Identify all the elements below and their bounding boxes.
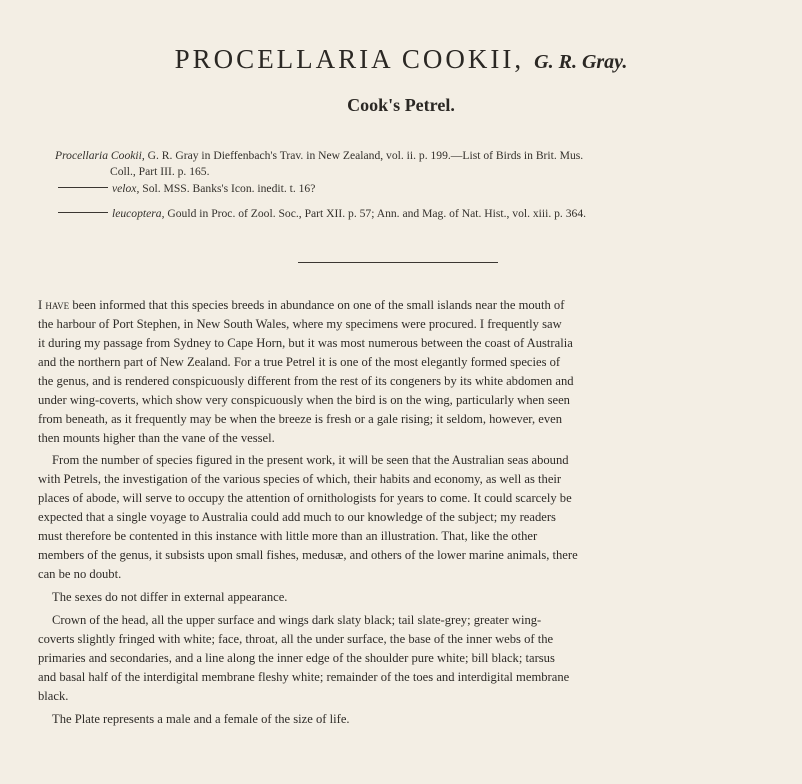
paragraph-1-line: the genus, and is rendered conspicuously different from the rest of its congeners by its white abdomen and — [38, 374, 574, 388]
paragraph-1-line: then mounts higher than the vane of the vessel. — [38, 431, 275, 445]
synonym-text: Coll., Part III. p. 165. — [110, 165, 210, 178]
section-divider — [298, 262, 498, 263]
paragraph-2-line: must therefore be contented in this instance with little more than an illustration. That, like the other — [38, 529, 538, 543]
lead-words: I have — [38, 298, 70, 312]
synonym-line-3 — [58, 181, 315, 197]
synonym-text: Gould in Proc. of Zool. Soc., Part XII. p. 57; Ann. and Mag. of Nat. Hist., vol. xiii. p. 364. — [167, 207, 587, 220]
ditto-dash — [58, 187, 108, 188]
paragraph-2-line: From the number of species figured in the present work, it will be seen that the Australian seas abound — [52, 453, 569, 467]
paragraph-4-line: Crown of the head, all the upper surface and wings dark slaty black; tail slate-grey; greater wing- — [52, 613, 542, 627]
title-latin-name: PROCELLARIA COOKII, — [174, 44, 525, 74]
synonym-name: Procellaria Cookii, — [55, 149, 145, 162]
ditto-dash — [58, 212, 108, 213]
paragraph-4-line: primaries and secondaries, and a line along the inner edge of the shoulder pure white; bill black; tarsus — [38, 651, 555, 665]
paragraph-2-line: members of the genus, it subsists upon small fishes, medusæ, and others of the lower marine animals, there — [38, 548, 578, 562]
paragraph-1-line: and the northern part of New Zealand. For a true Petrel it is one of the most elegantly formed species of — [38, 355, 561, 369]
paragraph-4-line: and basal half of the interdigital membrane fleshy white; remainder of the toes and interdigital membrane — [38, 670, 570, 684]
synonym-text: G. R. Gray in Dieffenbach's Trav. in New Zealand, vol. ii. p. 199.—List of Birds in Brit. Mus. — [147, 149, 584, 162]
paragraph-4-line: black. — [38, 689, 69, 703]
paragraph-1-line: I have been informed that this species breeds in abundance on one of the small islands near the mouth of — [38, 298, 565, 312]
paragraph-3: The sexes do not differ in external appearance. — [52, 590, 288, 604]
paragraph-4-line: coverts slightly fringed with white; face, throat, all the under surface, the base of the inner webs of the — [38, 632, 554, 646]
paragraph-5: The Plate represents a male and a female of the size of life. — [52, 712, 350, 726]
paragraph-2-line: expected that a single voyage to Australia could add much to our knowledge of the subject; my readers — [38, 510, 556, 524]
paragraph-2-line: can be no doubt. — [38, 567, 122, 581]
species-title — [0, 44, 802, 75]
paragraph-1-line: it during my passage from Sydney to Cape Horn, but it was most numerous between the coast of Australia — [38, 336, 573, 350]
paragraph-2-line: places of abode, will serve to occupy the attention of ornithologists for years to come. It could scarcely be — [38, 491, 572, 505]
paragraph-2-line: with Petrels, the investigation of the various species of which, their habits and economy, as well as their — [38, 472, 562, 486]
synonym-line-2 — [110, 164, 210, 180]
synonym-name: leucoptera, — [112, 207, 165, 220]
paragraph-1-line: under wing-coverts, which show very conspicuously when the bird is on the wing, particularly when seen — [38, 393, 570, 407]
synonym-line-1 — [55, 148, 583, 164]
title-author: G. R. Gray. — [534, 51, 628, 73]
paragraph-1-line: the harbour of Port Stephen, in New South Wales, where my specimens were procured. I frequently saw — [38, 317, 562, 331]
paragraph-1-line: from beneath, as it frequently may be when the breeze is fresh or a gale rising; it seldom, however, even — [38, 412, 563, 426]
synonym-line-4 — [58, 206, 586, 222]
synonym-text: Sol. MSS. Banks's Icon. inedit. t. 16? — [142, 182, 316, 195]
synonym-name: velox, — [112, 182, 140, 195]
common-name: Cook's Petrel. — [347, 95, 455, 115]
